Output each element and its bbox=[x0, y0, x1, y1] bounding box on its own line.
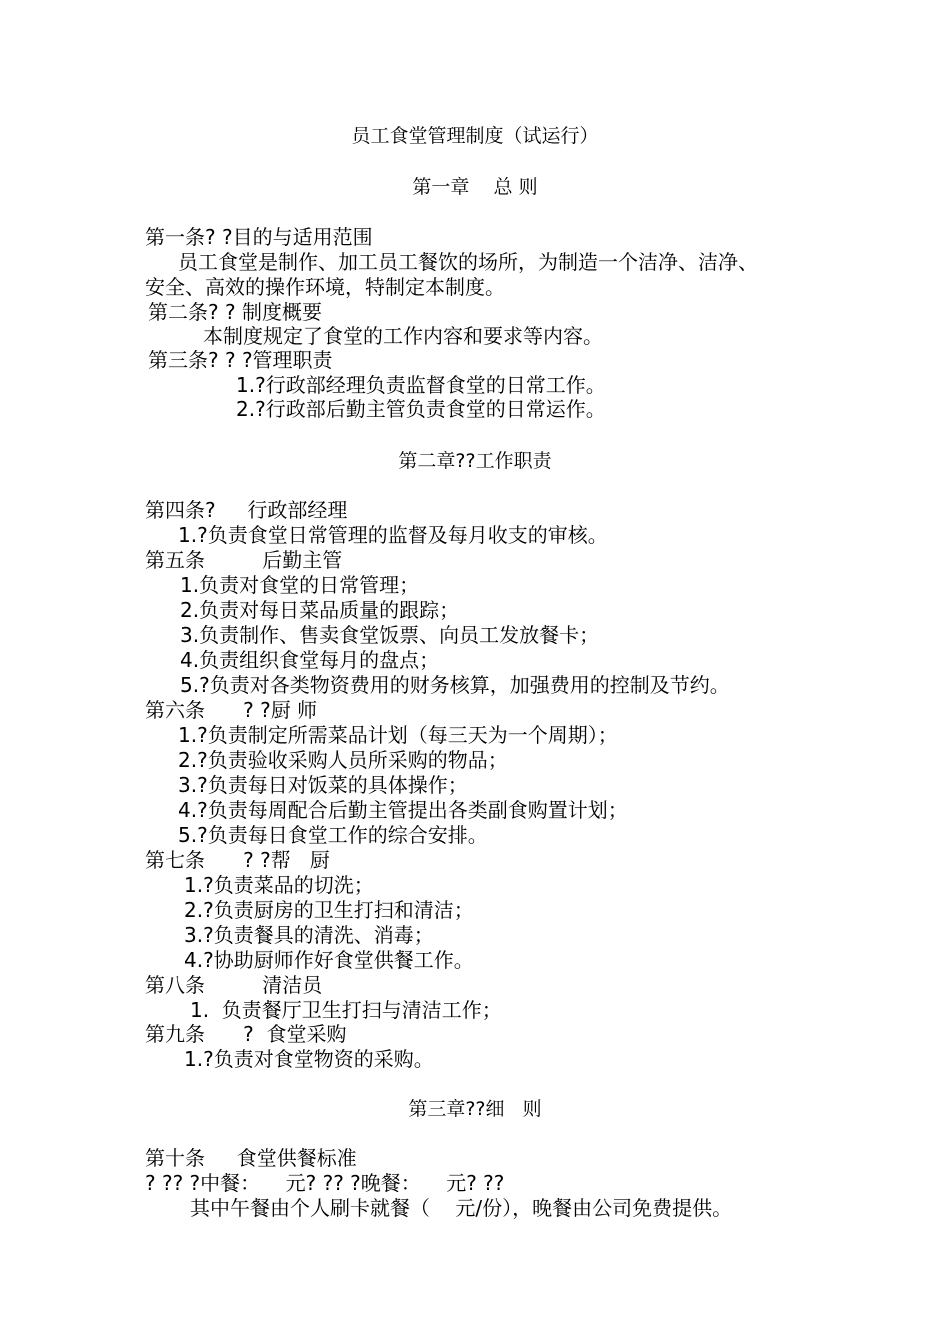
article-6-heading: 第六条 ? ?厨 师 bbox=[145, 698, 318, 722]
chapter-3-heading: 第三章??细 则 bbox=[408, 1098, 542, 1120]
article-2-text: 本制度规定了食堂的工作内容和要求等内容。 bbox=[203, 324, 603, 348]
chapter-1-heading: 第一章 总 则 bbox=[412, 176, 538, 198]
list-item: 3.?负责餐具的清洗、消毒； bbox=[184, 923, 434, 947]
list-item: 4.?协助厨师作好食堂供餐工作。 bbox=[184, 948, 474, 972]
list-item: 2.?行政部后勤主管负责食堂的日常运作。 bbox=[236, 397, 606, 421]
article-1-text-cont: 安全、高效的操作环境，特制定本制度。 bbox=[145, 275, 505, 299]
list-item: 1.?负责制定所需菜品计划（每三天为一个周期）； bbox=[178, 723, 618, 747]
article-1-heading: 第一条? ?目的与适用范围 bbox=[145, 225, 373, 249]
article-7-heading: 第七条 ? ?帮 厨 bbox=[145, 848, 330, 872]
list-item: 2.?负责厨房的卫生打扫和清洁； bbox=[184, 898, 474, 922]
article-1-text: 员工食堂是制作、加工员工餐饮的场所，为制造一个洁净、洁净、 bbox=[178, 250, 758, 274]
list-item: 2.负责对每日菜品质量的跟踪； bbox=[180, 598, 460, 622]
list-item: 1.?负责菜品的切洗； bbox=[184, 873, 374, 897]
article-10-heading: 第十条 食堂供餐标准 bbox=[145, 1146, 357, 1170]
list-item: 1.?负责对食堂物资的采购。 bbox=[184, 1047, 434, 1071]
chapter-2-heading: 第二章??工作职责 bbox=[398, 450, 552, 472]
article-2-heading: 第二条? ? 制度概要 bbox=[148, 300, 322, 324]
list-item: 2.?负责验收采购人员所采购的物品； bbox=[178, 748, 508, 772]
list-item: 3.?负责每日对饭菜的具体操作； bbox=[178, 773, 468, 797]
list-item: 4.?负责每周配合后勤主管提出各类副食购置计划； bbox=[178, 798, 628, 822]
meal-price-line: ? ?? ?中餐： 元? ?? ?晚餐： 元? ?? bbox=[145, 1171, 505, 1195]
list-item: 1.?行政部经理负责监督食堂的日常工作。 bbox=[236, 373, 606, 397]
article-5-heading: 第五条 后勤主管 bbox=[145, 548, 343, 572]
list-item: 1.负责对食堂的日常管理； bbox=[180, 573, 420, 597]
article-9-heading: 第九条 ? 食堂采购 bbox=[145, 1022, 347, 1046]
list-item: 1.?负责食堂日常管理的监督及每月收支的审核。 bbox=[178, 523, 608, 547]
list-item: 3.负责制作、售卖食堂饭票、向员工发放餐卡； bbox=[180, 623, 600, 647]
article-4-heading: 第四条? 行政部经理 bbox=[145, 498, 348, 522]
list-item: 5.?负责对各类物资费用的财务核算，加强费用的控制及节约。 bbox=[180, 673, 730, 697]
document-title: 员工食堂管理制度（试运行） bbox=[351, 125, 599, 147]
list-item: 5.?负责每日食堂工作的综合安排。 bbox=[178, 823, 488, 847]
list-item: 4.负责组织食堂每月的盘点； bbox=[180, 648, 440, 672]
article-8-heading: 第八条 清洁员 bbox=[145, 973, 323, 997]
article-3-heading: 第三条? ? ?管理职责 bbox=[148, 348, 333, 372]
meal-payment-text: 其中午餐由个人刷卡就餐（ 元/份），晚餐由公司免费提供。 bbox=[190, 1196, 733, 1220]
list-item: 1. 负责餐厅卫生打扫与清洁工作； bbox=[190, 998, 502, 1022]
